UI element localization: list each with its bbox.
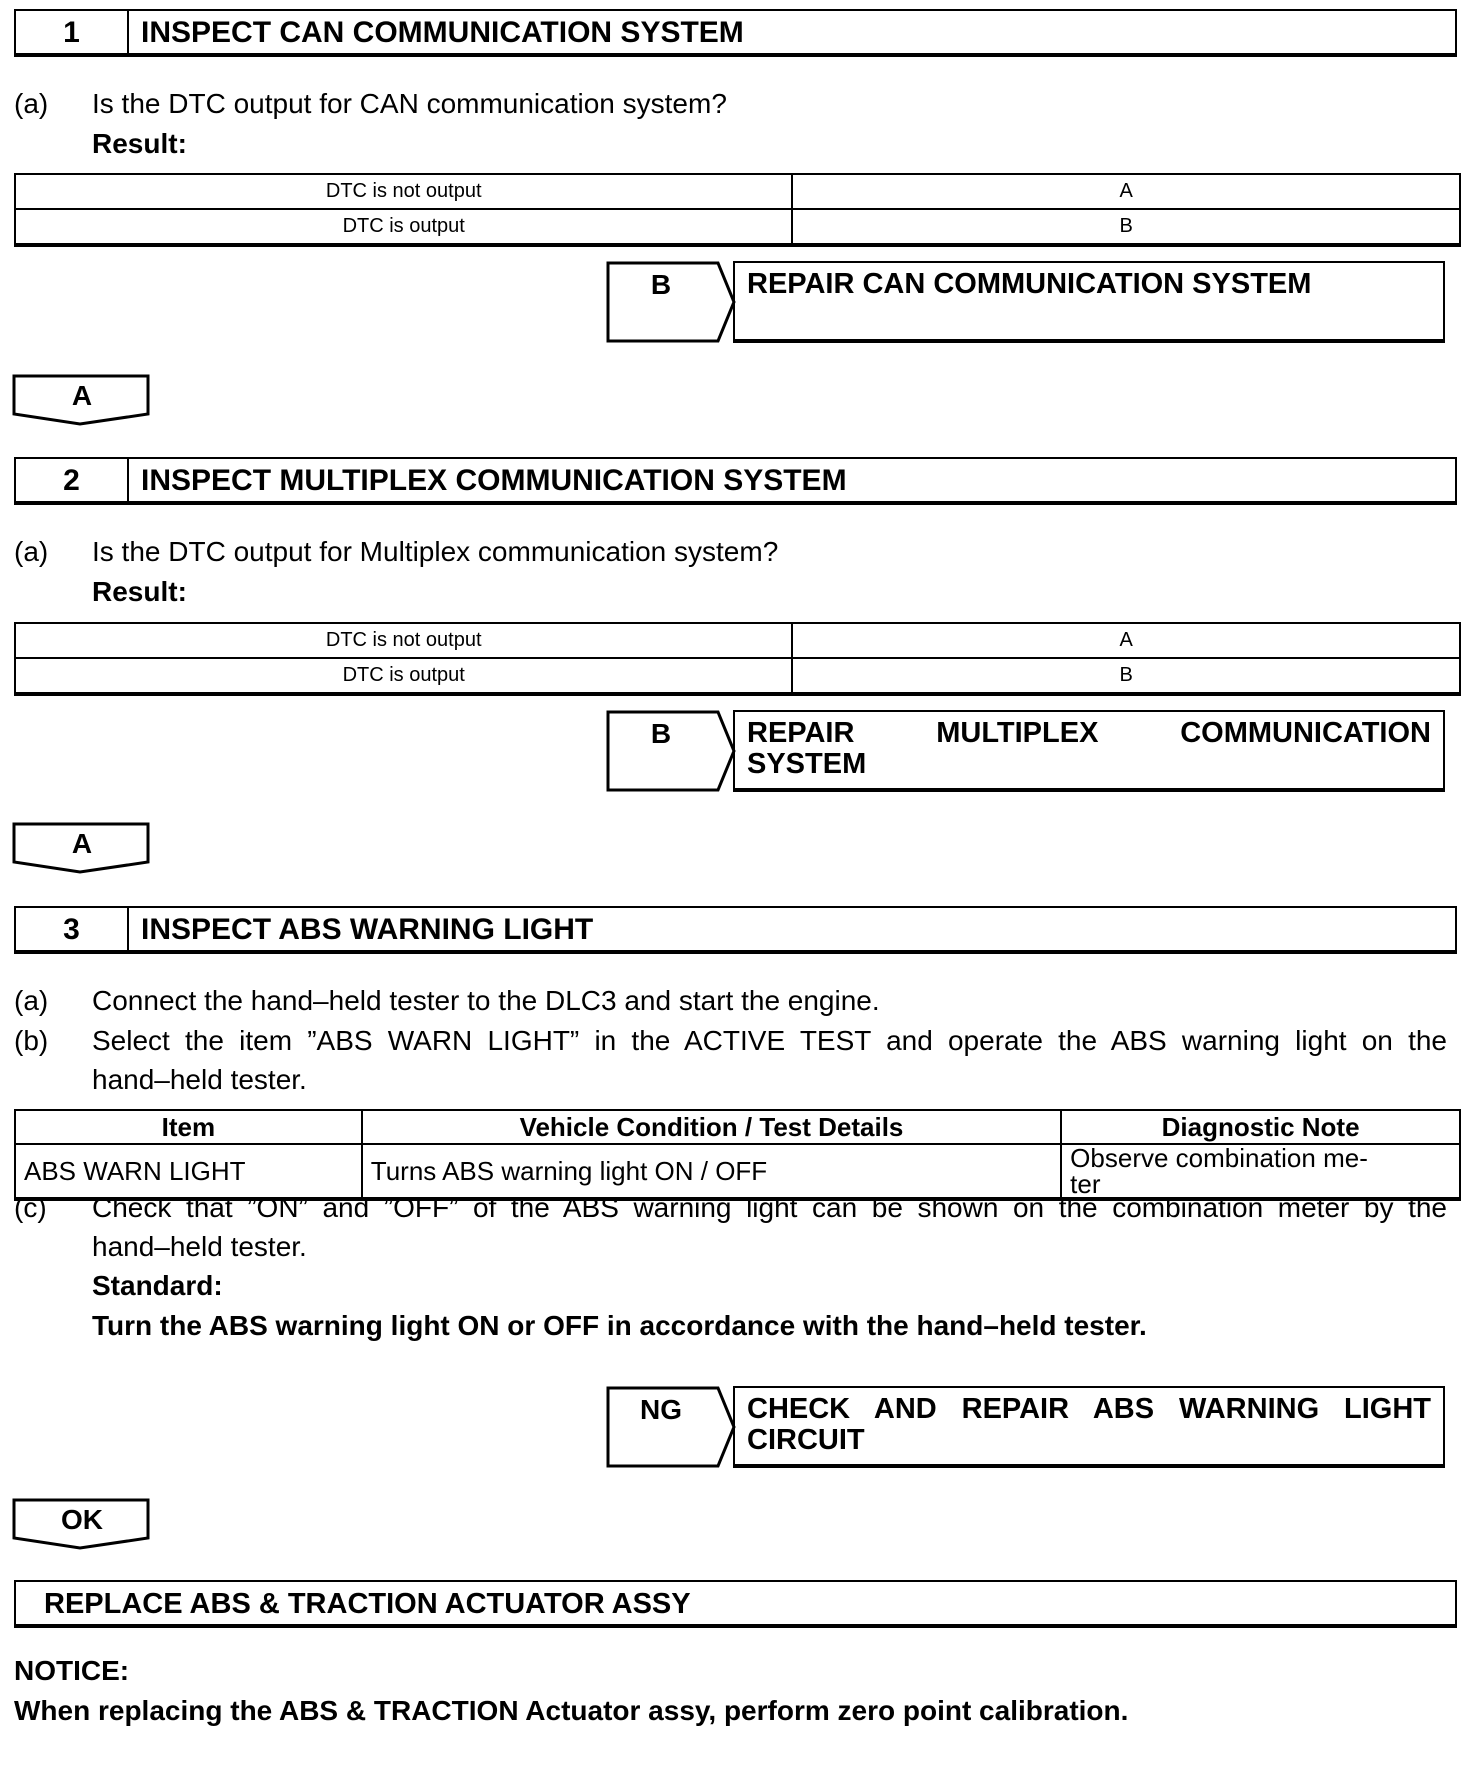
column-header: Diagnostic Note — [1061, 1110, 1460, 1144]
condition-cell: Turns ABS warning light ON / OFF — [362, 1144, 1061, 1199]
continue-arrow-a — [12, 374, 152, 426]
step-number: 1 — [16, 11, 129, 53]
step-title: INSPECT ABS WARNING LIGHT — [141, 913, 594, 946]
code-cell: A — [792, 174, 1460, 209]
table-header-row — [15, 1110, 1460, 1144]
branch-code: B — [650, 269, 672, 300]
branch-arrow-b — [606, 710, 736, 792]
table-row — [15, 623, 1460, 658]
step-1-header — [14, 9, 1457, 57]
branch-action: REPAIR CAN COMMUNICATION SYSTEM — [747, 268, 1312, 300]
continue-arrow-a — [12, 822, 152, 874]
continue-code: A — [71, 380, 93, 411]
step-3-header — [14, 906, 1457, 954]
branch-action-box — [733, 710, 1445, 792]
instruction-text: Select the item ”ABS WARN LIGHT” in the ACTIVE TEST and operate the ABS warning light on the — [92, 1025, 1447, 1056]
step-title: INSPECT MULTIPLEX COMMUNICATION SYSTEM — [141, 464, 847, 497]
instruction-text: Connect the hand–held tester to the DLC3 and start the engine. — [92, 985, 880, 1016]
step-number: 2 — [16, 459, 129, 501]
condition-cell: DTC is not output — [15, 174, 792, 209]
sub-label: (a) — [14, 536, 49, 567]
branch-action-box — [733, 261, 1445, 343]
result-table — [14, 173, 1461, 247]
sub-label: (c) — [14, 1192, 47, 1223]
branch-arrow-b — [606, 261, 736, 343]
branch-code: NG — [640, 1394, 682, 1425]
code-cell: B — [792, 658, 1460, 694]
question-text: Is the DTC output for CAN communication system? — [92, 88, 727, 119]
branch-action-line: SYSTEM — [747, 748, 867, 780]
sub-label: (a) — [14, 985, 49, 1016]
notice-label: NOTICE: — [14, 1655, 130, 1686]
branch-action-line: CHECK AND REPAIR ABS WARNING LIGHT — [747, 1393, 1431, 1425]
continue-code: OK — [61, 1504, 103, 1535]
result-table — [14, 622, 1461, 696]
branch-arrow-ng — [606, 1386, 736, 1468]
result-label: Result: — [92, 128, 187, 159]
step-title: INSPECT CAN COMMUNICATION SYSTEM — [141, 16, 744, 49]
branch-code: B — [650, 718, 672, 749]
note-cell — [1061, 1144, 1460, 1199]
table-row — [15, 658, 1460, 694]
step-number: 3 — [16, 908, 129, 950]
continue-code: A — [71, 828, 93, 859]
instruction-text-cont: hand–held tester. — [92, 1064, 307, 1095]
table-row — [15, 209, 1460, 245]
column-header: Item — [15, 1110, 362, 1144]
note-line: ter — [1070, 1169, 1101, 1199]
table-row — [15, 1144, 1460, 1199]
column-header: Vehicle Condition / Test Details — [362, 1110, 1061, 1144]
standard-text: Turn the ABS warning light ON or OFF in accordance with the hand–held tester. — [92, 1310, 1147, 1341]
branch-action-box — [733, 1386, 1445, 1468]
final-step-title: REPLACE ABS & TRACTION ACTUATOR ASSY — [44, 1588, 691, 1620]
notice-text: When replacing the ABS & TRACTION Actuator assy, perform zero point calibration. — [14, 1695, 1129, 1726]
branch-action-line: REPAIR MULTIPLEX COMMUNICATION — [747, 717, 1431, 749]
instruction-text-cont: hand–held tester. — [92, 1231, 307, 1262]
active-test-table — [14, 1109, 1461, 1201]
step-2-header — [14, 457, 1457, 505]
final-step-header — [14, 1580, 1457, 1628]
condition-cell: DTC is not output — [15, 623, 792, 658]
note-line: Observe combination me- — [1070, 1143, 1368, 1173]
sub-label: (a) — [14, 88, 49, 119]
item-cell: ABS WARN LIGHT — [15, 1144, 362, 1199]
condition-cell: DTC is output — [15, 209, 792, 245]
question-text: Is the DTC output for Multiplex communication system? — [92, 536, 779, 567]
result-label: Result: — [92, 576, 187, 607]
standard-label: Standard: — [92, 1270, 223, 1301]
code-cell: A — [792, 623, 1460, 658]
table-row — [15, 174, 1460, 209]
sub-label: (b) — [14, 1025, 49, 1056]
continue-arrow-ok — [12, 1498, 152, 1550]
instruction-text: Check that ”ON” and ”OFF” of the ABS warning light can be shown on the combination meter by the — [92, 1192, 1447, 1223]
condition-cell: DTC is output — [15, 658, 792, 694]
code-cell: B — [792, 209, 1460, 245]
branch-action-line: CIRCUIT — [747, 1424, 865, 1456]
